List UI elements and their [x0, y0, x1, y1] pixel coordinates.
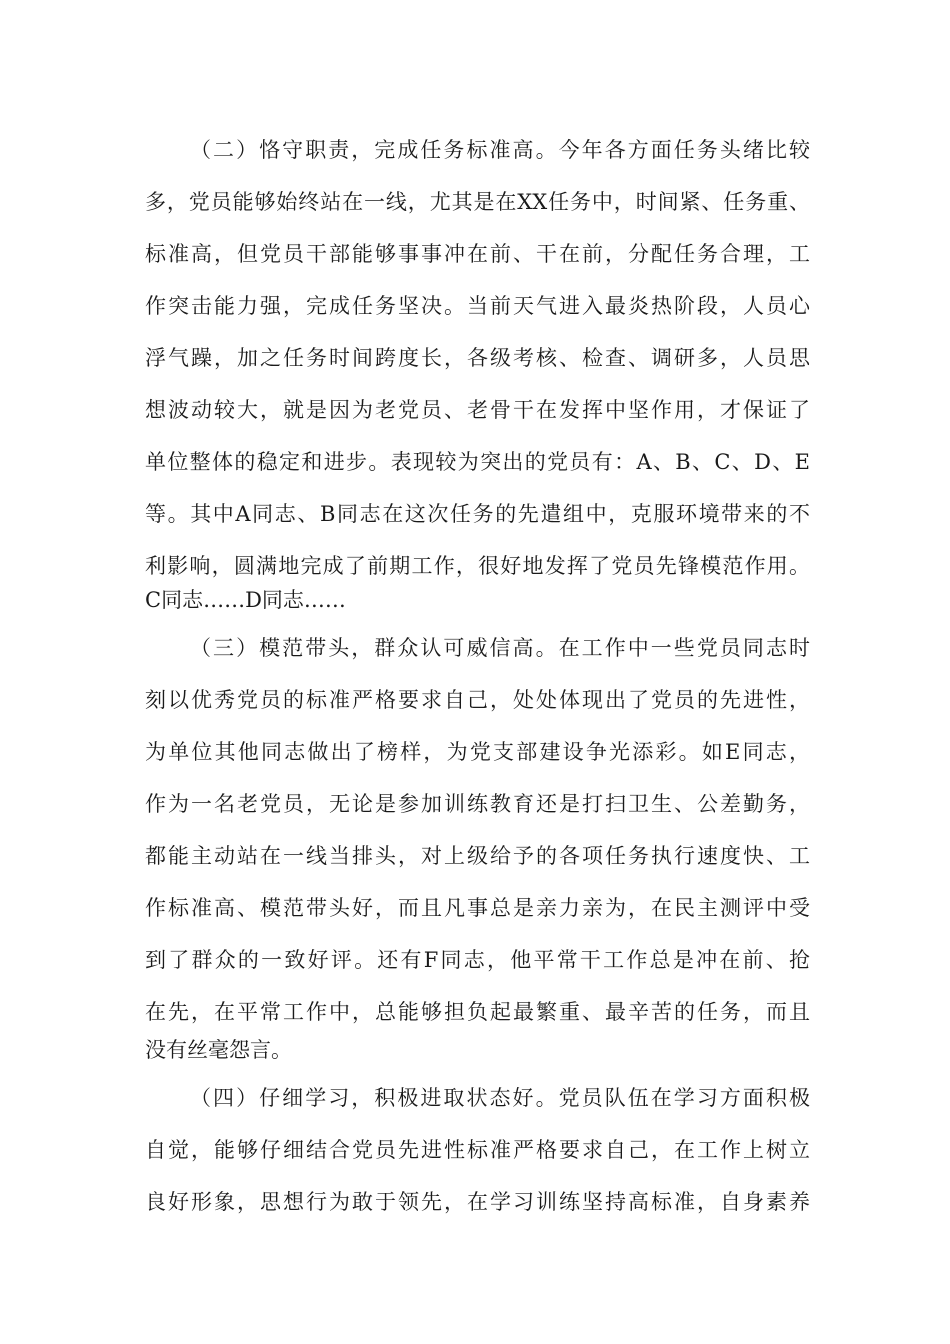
- paragraph-3-line-7: 到了群众的一致好评。还有F同志，他平常干工作总是冲在前、抢: [145, 948, 810, 972]
- paragraph-3-line-8: 在先，在平常工作中，总能够担负起最繁重、最辛苦的任务，而且: [145, 1000, 810, 1024]
- paragraph-4-line-2: 自觉，能够仔细结合党员先进性标准严格要求自己，在工作上树立: [145, 1138, 810, 1162]
- paragraph-2-line-5: 浮气躁，加之任务时间跨度长，各级考核、检查、调研多，人员思: [145, 346, 810, 370]
- paragraph-2-line-8: 等。其中A同志、B同志在这次任务的先遣组中，克服环境带来的不: [145, 502, 810, 526]
- paragraph-2-line-7: 单位整体的稳定和进步。表现较为突出的党员有：A、B、C、D、E: [145, 450, 810, 474]
- paragraph-2-line-1: （二）恪守职责，完成任务标准高。今年各方面任务头绪比较: [190, 138, 810, 162]
- paragraph-3-line-5: 都能主动站在一线当排头，对上级给予的各项任务执行速度快、工: [145, 844, 810, 868]
- paragraph-3-line-9: 没有丝毫怨言。: [145, 1038, 292, 1062]
- paragraph-2-line-9: 利影响，圆满地完成了前期工作，很好地发挥了党员先锋模范作用。: [145, 554, 810, 578]
- paragraph-2-line-10: C同志……D同志……: [145, 588, 346, 612]
- paragraph-3-line-3: 为单位其他同志做出了榜样，为党支部建设争光添彩。如E同志，: [145, 740, 810, 764]
- paragraph-3-line-6: 作标准高、模范带头好，而且凡事总是亲力亲为，在民主测评中受: [145, 896, 810, 920]
- paragraph-4-line-1: （四）仔细学习，积极进取状态好。党员队伍在学习方面积极: [190, 1086, 810, 1110]
- paragraph-3-line-1: （三）模范带头，群众认可威信高。在工作中一些党员同志时: [190, 636, 810, 660]
- paragraph-3-line-4: 作为一名老党员，无论是参加训练教育还是打扫卫生、公差勤务，: [145, 792, 810, 816]
- paragraph-2-line-6: 想波动较大，就是因为老党员、老骨干在发挥中坚作用，才保证了: [145, 398, 810, 422]
- paragraph-2-line-4: 作突击能力强，完成任务坚决。当前天气进入最炎热阶段，人员心: [145, 294, 810, 318]
- paragraph-2-line-2: 多，党员能够始终站在一线，尤其是在XX任务中，时间紧、任务重、: [145, 190, 810, 214]
- paragraph-3-line-2: 刻以优秀党员的标准严格要求自己，处处体现出了党员的先进性，: [145, 688, 810, 712]
- paragraph-2-line-3: 标准高，但党员干部能够事事冲在前、干在前，分配任务合理，工: [145, 242, 810, 266]
- paragraph-4-line-3: 良好形象，思想行为敢于领先，在学习训练坚持高标准，自身素养: [145, 1190, 810, 1214]
